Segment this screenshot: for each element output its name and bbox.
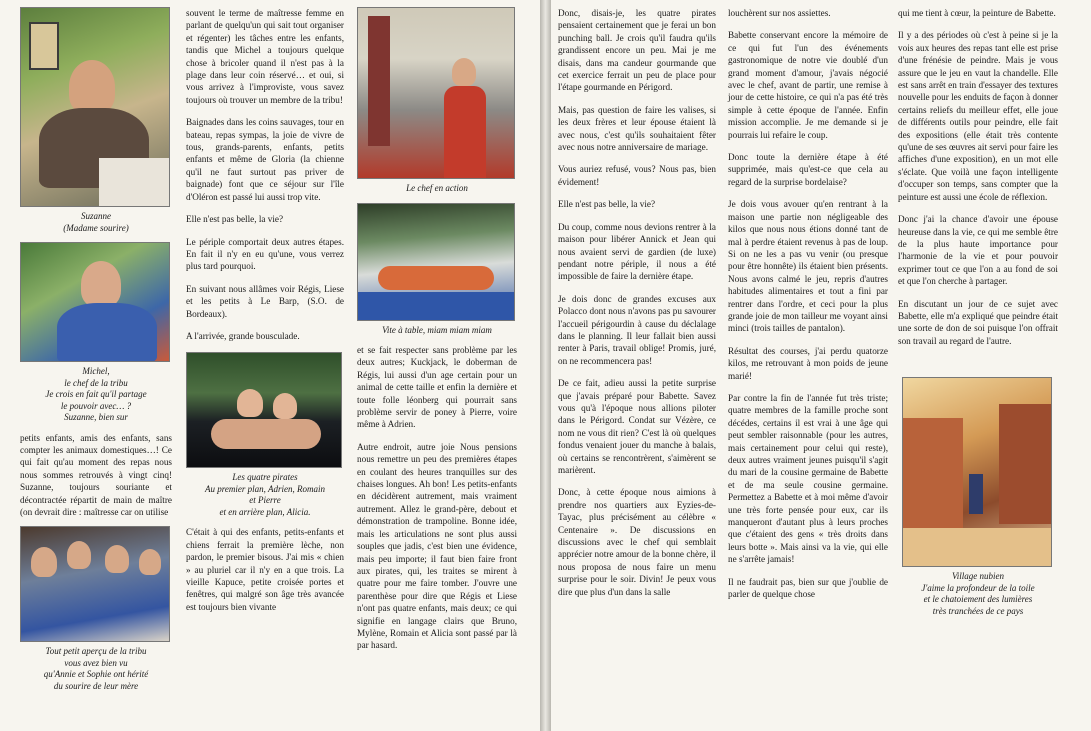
painting-village-nubien <box>902 377 1052 567</box>
photo-table <box>357 203 515 321</box>
right-page <box>551 0 1091 731</box>
caption-line: Au premier plan, Adrien, Romain <box>205 483 325 494</box>
paragraph: Elle n'est pas belle, la vie? <box>186 214 284 225</box>
paragraph: Il y a des périodes où c'est à peine si je la vois aux heures des repas tant elle est prise d'une frénésie de peindre. Mais je vous assure que le jeu en vaut la chandelle. Elle est sans arrêt en train d'essayer des textures nouvelle pour les enduits de façon à donner certains reliefs du meilleur effet, elle joue de différents outils pour peindre, elle fait des expositions (elle était très contente qu'une de ses œuvres ait servi pour faire les affiches d'une exposition), en un mot elle s'éclate. Que voilà une façon intelligente d'occuper son temps, sans compter que la peinture est aussi une école de réflexion. <box>898 30 1058 202</box>
sign-icon <box>29 22 59 70</box>
paragraph: Mais, pas question de faire les valises, si les deux frères et leur épouse étaient là avec nous, c'est qu'ils souhaitaient fêter avec nous notre anniversaire de mariage. <box>558 104 716 153</box>
page-gutter <box>540 0 551 731</box>
caption-line: Je crois en fait qu'il partage <box>45 389 147 399</box>
paragraph: Du coup, comme nous devions rentrer à la maison pour libérer Annick et Jean qui nous avaient servi de gardien (de luxe) pendant notre périple, il nous a été impossible de faire la dernière étape. <box>558 221 716 282</box>
paragraph: Donc, à cette époque nous aimions à prendre nos quartiers aux Eyzies-de-Tayac, plus précisément au célèbre « Centenaire ». De discussions en discussions avec le chef qui semblait apprécier notre amour de la bonne chère, il nous proposa de nous faire un menu surprise pour le soir. Divin! Je peux vous dire que plus d'un dans la salle <box>558 487 716 597</box>
caption-line: vous avez bien vu <box>64 657 128 668</box>
paragraph: Donc j'ai la chance d'avoir une épouse heureuse dans la vie, ce qui me semble être de la plus haute importance pour l'harmonie de la vie et pour pouvoir exprimer tout ce que l'on a au fond de soi et que l'on cherche à partager. <box>898 214 1058 287</box>
paragraph: Autre endroit, autre joie Nous pensions nous remettre un peu des premières étapes en coulant des heures tranquilles sur des chaises longues. Ah bon! Les petits-enfants en décidèrent autrement, mais vraiment autrement. Allez le grand-père, debout et démonstration de trampoline. Bonne idée, mais les articulations ne sont plus aussi souples que jadis, c'est bien une évidence, mais peu importe; il faut bien faire front aux pirates, qui, les traites se mirent à quatre pour me faire tomber. J'ouvre une parenthèse pour dire que Régis et Liese n'ont pas quatre enfants, mais deux; ce qui signifie en langage clairs que Bruno, Mylène, Romain et Alicia sont passé par là par hasard. <box>357 441 517 651</box>
paragraph: Il ne faudrait pas, bien sur que j'oublie de parler de quelque chose <box>728 576 888 600</box>
photo-michel <box>20 242 170 362</box>
caption-line: le chef de la tribu <box>64 377 128 388</box>
column-1 <box>20 7 172 700</box>
paragraph: Elle n'est pas belle, la vie? <box>558 199 656 210</box>
column-6 <box>898 7 1058 625</box>
paragraph: qui me tient à cœur, la peinture de Babette. <box>898 8 1056 18</box>
paragraph: petits enfants, amis des enfants, sans compter les animaux domestiques…! Ce qui fait qu'au moment des repas nous nous sommes retrouvés à vingt cinq! Suzanne, toujours souriante et décontractée répartit de main de maître (on devrait dire : maîtresse car on utilise <box>20 432 172 517</box>
caption-line: du sourire de leur mère <box>53 680 139 691</box>
photo-pirates <box>186 352 342 468</box>
caption-line: Michel, <box>82 366 110 376</box>
caption-line: Vite à table, miam miam miam <box>382 324 492 335</box>
person-face <box>67 541 91 569</box>
paragraph: Donc, disais-je, les quatre pirates pensaient certainement que je ferai un bon punching ball. Je crois qu'il faudra qu'ils grandissent encore un peu. Mai je me disais, dans ma candeur gourmande que cet exercice ferrait un peu de place pour l'étape gourmande en Périgord. <box>558 8 716 93</box>
paragraph: Par contre la fin de l'année fut très triste; quatre membres de la famille proche sont décédes, certains il est vrai à une âge qui peut sembler raisonnable (pour les autres, mais certainement pour celui qui reste), deux autres vraiment jeunes puisqu'il s'agit du mari de la cousine germaine de Babette et de ma seule cousine germaine. Permettez a Babette et à moi même d'avoir une très forte pensée pour eux, car ils manqueront d'autant plus à leurs proches que c'étaient des gens « très droits dans leurs botte ». Mais ainsi va la vie, qui elle ne s'arrête jamais! <box>728 392 888 565</box>
column-2 <box>186 7 344 623</box>
caption-line: très tranchées de ce pays <box>932 605 1024 616</box>
caption-tribu <box>20 646 172 692</box>
column-5 <box>728 7 888 610</box>
caption-line: et en arrière plan, Alicia. <box>219 506 311 517</box>
column-4 <box>558 7 716 608</box>
caption-line: Suzanne <box>81 211 111 221</box>
paragraph: Baignades dans les coins sauvages, tour en bateau, repas sympas, la joie de vivre de tous, grands-parents, enfants, petits enfants et même de Gloria (la chienne qu'il ne faut surtout pas priver de baignade) font que ce séjour sur l'île d'Oléron est passé lui aussi trop vite. <box>186 117 344 202</box>
building-shape <box>903 418 963 528</box>
paragraph: Résultat des courses, j'ai perdu quatorze kilos, me retrouvant à mon poids de jeune marié! <box>728 345 888 381</box>
person-face <box>81 261 121 307</box>
paragraph: Donc toute la dernière étape à été supprimée, mais qu'est-ce que cela au regard de la surprise bordelaise? <box>728 152 888 187</box>
paragraph: A l'arrivée, grande bousculade. <box>186 330 300 341</box>
person-face <box>452 58 476 86</box>
paragraph: En suivant nous allâmes voir Régis, Liese et les petits à Le Barp, (S.O. de Bordeaux). <box>186 283 344 319</box>
person-face <box>69 60 115 114</box>
paragraph: De ce fait, adieu aussi la petite surprise que j'avais préparé pour Babette. Savez vous qu'à l'époque nous allions piloter dans le Périgord. Condat sur Vézère, ce nom ne vous dit rien? C'est là où quelques fondus venaient jouer du manche à balais, où certains se rencontrèrent, s'aimèrent se marièrent. <box>558 378 716 475</box>
paragraph: louchèrent sur nos assiettes. <box>728 8 831 18</box>
caption-line: (Madame sourire) <box>63 222 129 233</box>
caption-pirates <box>186 472 344 518</box>
caption-table <box>357 325 517 337</box>
photo-chef <box>357 7 515 179</box>
caption-chef <box>357 183 517 195</box>
caption-line: Les quatre pirates <box>232 472 298 483</box>
paragraph: souvent le terme de maîtresse femme en parlant de quelqu'un qui sait tout organiser et régenter) les tâches entre les enfants, tandis que Michel a toujours quelque chose à bricoler quand il n'est pas à la plage dans leur coin réservé… et oui, si vous arrivez à l'improviste, vous savez toujours où trouver un membre de la tribu! <box>186 8 344 105</box>
person-face <box>237 389 263 417</box>
caption-line: Village nubien <box>951 571 1005 582</box>
person-face <box>105 545 129 573</box>
caption-line: le pouvoir avec… ? <box>60 400 132 411</box>
photo-suzanne <box>20 7 170 207</box>
paragraph: C'était à qui des enfants, petits-enfants et chiens ferrait la première lèche, non pardon, le premier bisous. J'ai mis « chien » au pluriel car il n'y en a que trois. La vieille Kapuce, petite croisée portes et fenêtres, qui malgré son âge très avancée est toujours bien vivante <box>186 527 344 612</box>
caption-line: et le chatoiement des lumières <box>923 594 1033 605</box>
paragraph: et se fait respecter sans problème par les deux autres; Kuckjack, le doberman de Régis, lui aussi d'un age certain pour un animal de cette taille et enfin la dernière et toute folle léonberg qui pourrait sans problème servir de poney à Pierre, voire même à Adrien. <box>357 345 517 430</box>
caption-line: qu'Annie et Sophie ont hérité <box>43 669 149 680</box>
person-face <box>273 393 297 419</box>
photo-tribu <box>20 526 170 642</box>
paragraph: Le périple comportait deux autres étapes. En fait il n'y en eu qu'une, vous verrez plus tard pourquoi. <box>186 236 344 272</box>
caption-michel <box>20 366 172 424</box>
caption-village <box>898 571 1058 617</box>
dish-shape <box>378 266 494 290</box>
caption-line: et Pierre <box>249 495 281 506</box>
figure-shape <box>969 474 983 514</box>
caption-suzanne <box>20 211 172 234</box>
column-3 <box>357 7 517 662</box>
left-page <box>0 0 540 731</box>
person-face <box>31 547 57 577</box>
curtain-shape <box>368 16 390 146</box>
tablecloth-shape <box>358 292 514 320</box>
table-shape <box>99 158 169 206</box>
building-shape <box>999 404 1051 524</box>
person-body <box>57 303 157 362</box>
ground-shape <box>903 528 1051 566</box>
caption-line: Suzanne, bien sur <box>64 412 128 422</box>
apron-shape <box>444 86 486 178</box>
paragraph: Je dois vous avouer qu'en rentrant à la maison une partie non négligeable des kilos que nous nous étions donné tant de mal à perdre étaient revenus à pas de loup. Si on ne les a pas vu venir (ou presque pour être honnête) ils étaient bien présents. Nous avons calmé le jeu, repris d'autres habitudes alimentaires et tout a fini par rentrer dans l'ordre, et ceci pour la plus grande joie de mon tailleur me voyant ainsi minci (trois tailles de pantalon). <box>728 199 888 334</box>
caption-line: Tout petit aperçu de la tribu <box>45 646 147 657</box>
paragraph: Vous auriez refusé, vous? Nous pas, bien évidement! <box>558 164 716 187</box>
bodies-shape <box>211 419 321 449</box>
paragraph: Je dois donc de grandes excuses aux Polacco dont nous n'avons pas pu savourer l'accueil périgourdin à cause du déclalage dans le planning. Il leur fallait bien aussi renter à Paris, travail oblige! Promis, juré, on ne recommencera pas! <box>558 293 716 366</box>
caption-line: J'aime la profondeur de la toile <box>921 582 1035 593</box>
paragraph: En discutant un jour de ce sujet avec Babette, elle m'a expliqué que peindre était une sorte de don de soi puisque l'on offrait son travail au regard de l'autre. <box>898 298 1058 346</box>
paragraph: Babette conservant encore la mémoire de ce qui fut l'un des événements gastronomique de notre vie doublé d'un grand moment d'amour, j'avais négocié avec le chef, avant de partir, une remise à jour de cette histoire, ce qui n'a pas été très simple à cette époque de l'année. Enfin mission accomplie. Je me demande si je pourrais lui refaire le coup. <box>728 30 888 140</box>
caption-line: Le chef en action <box>406 183 468 193</box>
person-face <box>139 549 161 575</box>
